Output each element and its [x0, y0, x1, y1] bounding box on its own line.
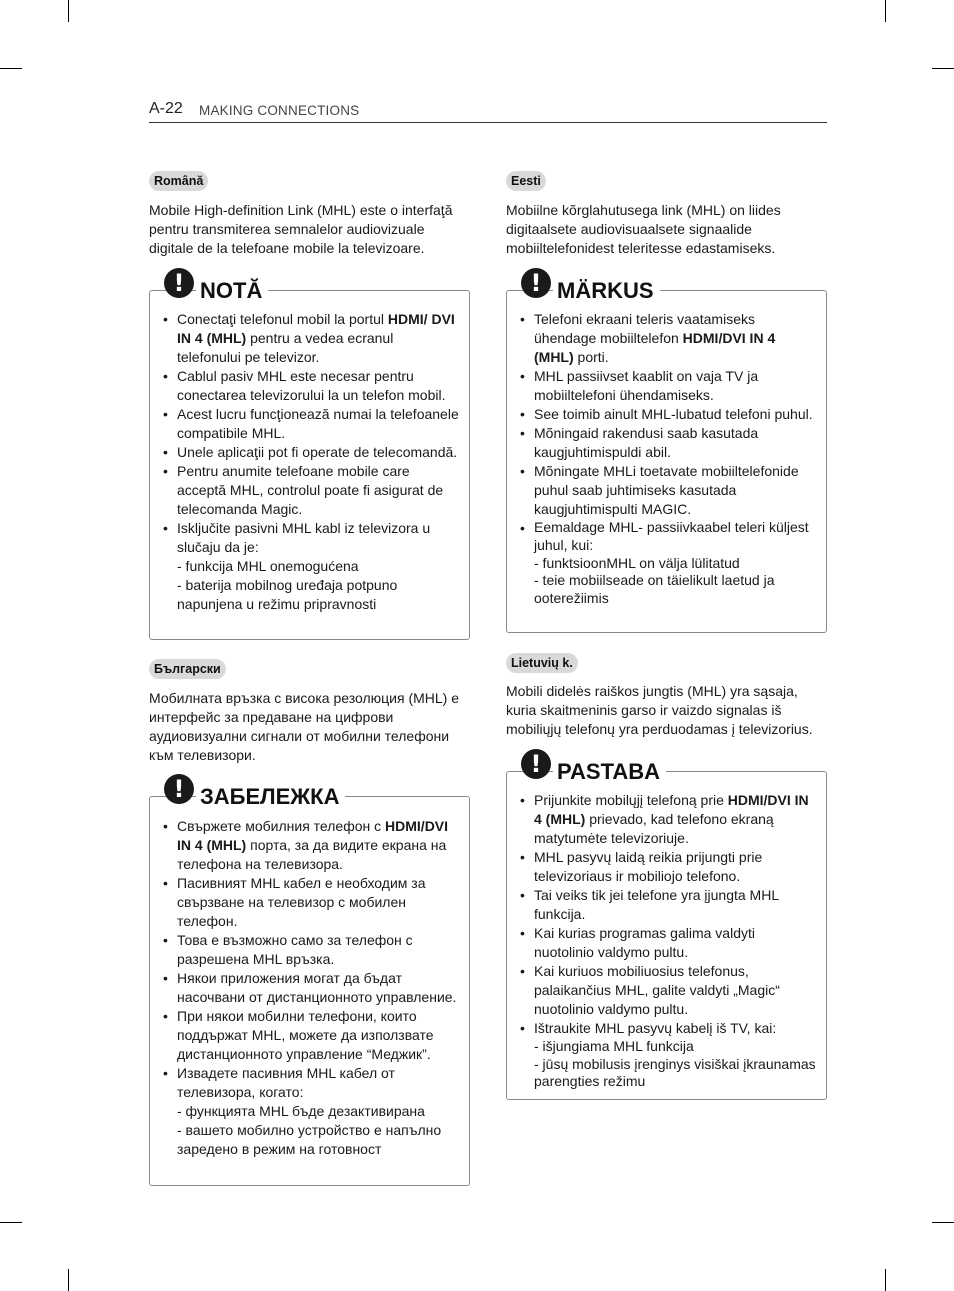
list-item: • See toimib ainult MHL-lubatud telefoni puhul.: [519, 405, 818, 424]
note-list: [162, 310, 461, 614]
sub-item: - teie mobiilseade on täielikult laetud ja ooterežiimis: [534, 572, 775, 606]
list-item: • MHL pasyvų laidą reikia prijungti prie televizoriaus ir mobiliojo telefono.: [519, 848, 818, 886]
language-badge-lithuanian: Lietuvių k.: [506, 653, 578, 673]
note-box-romana: [149, 269, 470, 640]
list-item: • Telefoni ekraani teleris vaatamiseks ühendage mobiiltelefon HDMI/DVI IN 4 (MHL) porti.: [519, 310, 818, 367]
crop-mark: [0, 1222, 22, 1223]
crop-mark: [932, 1222, 954, 1223]
list-item: • Това е възможно само за телефон с разрешена MHL връзка.: [162, 931, 461, 969]
note-list: [162, 817, 461, 1159]
note-title: ЗАБЕЛЕЖКА: [196, 785, 345, 809]
sub-item: - функцията MHL бъде дезактивирана: [177, 1103, 425, 1119]
intro-bulgarian: Мобилната връзка с висока резолюция (MHL) е интерфейс за предаване на цифрови аудиовизуални сигнали от мобилни телефони към телевизори.: [149, 690, 459, 763]
crop-mark: [68, 0, 69, 22]
sub-item: - funktsioonMHL on välja lülitatud: [534, 554, 740, 571]
language-badge-eesti: Eesti: [506, 171, 546, 191]
sub-item: - baterija mobilnog uređaja potpuno napunjena u režimu pripravnosti: [177, 577, 398, 612]
crop-mark: [932, 68, 954, 69]
sub-item: - вашето мобилно устройство е напълно заредено в режим на готовност: [177, 1122, 442, 1157]
list-item: • Някои приложения могат да бъдат насочвани от дистанционното управление.: [162, 969, 461, 1007]
list-item: • При някои мобилни телефони, които поддържат MHL, можете да използвате дистанционното управление “Меджик”.: [162, 1007, 461, 1064]
note-box-lithuanian: [506, 750, 827, 1100]
list-item: • Isključite pasivni MHL kabl iz televizora u slučaju da je: - funkcija MHL onemogućena - baterija mobilnog uređaja potpuno napunjena u režimu pripravnosti: [162, 519, 461, 614]
language-badge-romana: Română: [149, 171, 208, 191]
intro-romana: Mobile High-definition Link (MHL) este o interfaţă pentru transmiterea semnalelor audiovizuale digitale de la telefoane mobile la televizoare.: [149, 202, 453, 256]
list-item: • Acest lucru funcţionează numai la telefoanele compatibile MHL.: [162, 405, 461, 443]
list-item: • Cablul pasiv MHL este necesar pentru conectarea televizorului la un telefon mobil.: [162, 367, 461, 405]
note-list: [519, 310, 818, 607]
exclamation-circle-icon: !: [521, 268, 551, 298]
list-item: • Mõningaid rakendusi saab kasutada kaugjuhtimispuldi abil.: [519, 424, 818, 462]
note-list: [519, 791, 818, 1091]
list-item: • Ištraukite MHL pasyvų kabelį iš TV, kai: - išjungiama MHL funkcija - jūsų mobilusis įrenginys visiškai įkraunamas parengties režimu: [519, 1019, 818, 1091]
note-title: NOTĂ: [196, 279, 268, 303]
list-item: • Свържете мобилния телефон с HDMI/DVI IN 4 (MHL) порта, за да видите екрана на телефона на телевизора.: [162, 817, 461, 874]
crop-mark: [885, 1269, 886, 1291]
note-box-eesti: [506, 269, 827, 633]
list-item: • Unele aplicaţii pot fi operate de telecomandă.: [162, 443, 461, 462]
exclamation-circle-icon: !: [164, 774, 194, 804]
list-item: • Kai kurias programas galima valdyti nuotolinio valdymo pultu.: [519, 924, 818, 962]
list-item: • Пасивният MHL кабел е необходим за свързване на телевизор с мобилен телефон.: [162, 874, 461, 931]
sub-item: - funkcija MHL onemogućena: [177, 558, 359, 574]
list-item: • Kai kuriuos mobiliuosius telefonus, palaikančius MHL, galite valdyti „Magic“ nuotolinio valdymo pultu.: [519, 962, 818, 1019]
intro-lithuanian: Mobili didelės raiškos jungtis (MHL) yra sąsaja, kuria skaitmeninis garso ir vaizdo signalas iš mobiliųjų telefonų yra perduodamas į televizorius.: [506, 683, 813, 737]
list-item: • Извадете пасивния MHL кабел от телевизора, когато: - функцията MHL бъде дезактивирана - вашето мобилно устройство е напълно заредено в режим на готовност: [162, 1064, 461, 1159]
note-title: PASTABA: [553, 760, 666, 784]
list-item: • Conectaţi telefonul mobil la portul HDMI/ DVI IN 4 (MHL) pentru a vedea ecranul telefonului pe televizor.: [162, 310, 461, 367]
note-title: MÄRKUS: [553, 279, 660, 303]
note-box-bulgarian: [149, 775, 470, 1186]
language-badge-bulgarian: Български: [149, 659, 226, 679]
exclamation-circle-icon: !: [164, 268, 194, 298]
page-header: [149, 100, 827, 123]
crop-mark: [68, 1269, 69, 1291]
list-item: • Tai veiks tik jei telefone yra įjungta MHL funkcija.: [519, 886, 818, 924]
list-item: • Prijunkite mobilųjį telefoną prie HDMI/DVI IN 4 (MHL) prievado, kad telefono ekraną matytumėte televizoriuje.: [519, 791, 818, 848]
section-title: MAKING CONNECTIONS: [199, 103, 360, 118]
list-item: • MHL passiivset kaablit on vaja TV ja mobiiltelefoni ühendamiseks.: [519, 367, 818, 405]
list-item: • Eemaldage MHL- passiivkaabel teleri küljest juhul, kui: - funktsioonMHL on välja lülitatud - teie mobiilseade on täielikult laetud ja ooterežiimis: [519, 519, 818, 607]
intro-eesti: Mobiilne kõrglahutusega link (MHL) on liides digitaalsete audiovisuaalsete signaalide mobiiltelefonidest teleritesse edastamiseks.: [506, 202, 781, 256]
list-item: • Mõningate MHLi toetavate mobiiltelefonide puhul saab juhtimiseks kasutada kaugjuhtimispulti MAGIC.: [519, 462, 818, 519]
sub-item: - išjungiama MHL funkcija: [534, 1038, 694, 1054]
list-item: • Pentru anumite telefoane mobile care acceptă MHL, controlul poate fi asigurat de telecomanda Magic.: [162, 462, 461, 519]
sub-item: - jūsų mobilusis įrenginys visiškai įkraunamas parengties režimu: [534, 1055, 816, 1089]
page-number: A-22: [149, 100, 183, 117]
exclamation-circle-icon: !: [521, 749, 551, 779]
crop-mark: [0, 68, 22, 69]
crop-mark: [885, 0, 886, 22]
